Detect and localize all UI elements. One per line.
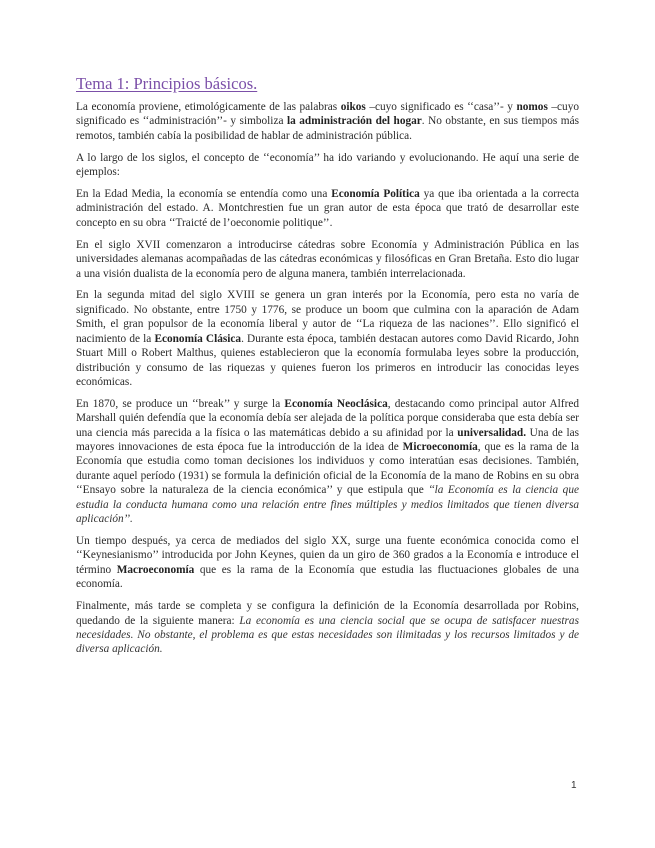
text-run: Finalmente, más tarde se completa y se configura la definición de la Economía desarrollada por Robins, quedando de la siguiente manera: (76, 600, 579, 627)
text-run: La economía proviene, etimológicamente de las palabras (76, 101, 341, 113)
paragraph (76, 238, 579, 281)
paragraph (76, 151, 579, 180)
text-run: –cuyo significado es ‘‘casa’’- y (365, 101, 517, 113)
bold-term: la administración del hogar (286, 115, 422, 128)
text-run: En la Edad Media, la economía se entendía como una (76, 188, 332, 201)
document-page (76, 74, 579, 664)
bold-term: universalidad. (457, 426, 527, 439)
bold-term: Macroeconomía (116, 563, 195, 576)
text-run: que es la rama de la Economía que estudia las fluctuaciones globales de una economía. (76, 563, 580, 591)
page-title: Tema 1: Principios básicos. (76, 74, 258, 93)
text-run: En la segunda mitad del siglo XVIII se genera un gran interés por la Economía, pero esta no varía de significado. No obstante, entre 1750 y 1776, se produce un boom que culmina con la aparación de Adam Smith, el gran populsor de la economía liberal y autor de ‘‘La riqueza de las naciones’’. Ello significó el nacimiento de la (76, 289, 579, 345)
text-run: , destacando como principal autor Alfred Marshall quién defendía que la economía debía ser alejada de la política porque consideraba que esta debía ser una ciencia más parecida a la física o las matemáticas debido a su afinidad por la (76, 397, 579, 439)
bold-term: oikos (340, 101, 366, 113)
text-run: Un tiempo después, ya cerca de mediados del siglo XX, surge una fuente económica conocida como el ‘‘Keynesianismo’’ introducida por John Keynes, quien da un giro de 360 grados a la Economía e introduce el término (76, 534, 579, 576)
page-number: 1 (571, 780, 577, 791)
italic-quote: La economía es una ciencia social que se ocupa de satisfacer nuestras necesidades. No obstante, el problema es que estas necesidades son ilimitadas y los recursos limitados y de diversa aplicación. (76, 614, 579, 656)
text-run: . No obstante, en sus tiempos más remotos, también cabía la posibilidad de hablar de administración pública. (76, 115, 579, 142)
text-run: En el siglo XVII comenzaron a introducirse cátedras sobre Economía y Administración Pública en las universidades alemanas acompañadas de las cátedras económicas y filosóficas en Gran Bretaña. Esto dio lugar a una visión dualista de la economía pero de alguna manera, también interrelacionada. (76, 238, 579, 280)
bold-term: Economía Política (331, 188, 420, 201)
text-run: , que es la rama de la Economía que estudia como toman decisiones los individuos y como interatúan esas decisiones. También, durante aquel período (1931) se formula la definición oficial de la Economía de la mano de Robins en su obra ‘‘Ensayo sobre la naturaleza de la ciencia económica’’ y que estipula que (76, 441, 579, 497)
bold-term: Economía Neoclásica (284, 397, 388, 410)
paragraph (76, 599, 579, 657)
italic-quote: ‘‘la Economía es la ciencia que estudia la conducta humana como una relación entre fines múltiples y medios limitados que tienen diversa aplicación’’. (76, 484, 579, 526)
bold-term: Microeconomía (402, 441, 478, 454)
paragraph (76, 187, 579, 230)
text-run: –cuyo significado es ‘‘administración’’- y simboliza (76, 101, 579, 128)
text-run: Una de las mayores innovaciones de esta época fue la introducción de la idea de (76, 426, 579, 454)
bold-term: Economía Clásica (154, 332, 242, 345)
paragraph (76, 100, 579, 143)
text-run: ya que iba orientada a la correcta administración del estado. A. Montchrestien fue un gran autor de esta época que trató de desarrollar este concepto en su obra ‘‘Traicté de l’oeconomie politique’’. (76, 188, 579, 229)
paragraph (76, 534, 579, 592)
bold-term: nomos (516, 101, 548, 113)
paragraph (76, 397, 579, 527)
text-run: En 1870, se produce un ‘‘break’’ y surge la (76, 397, 285, 410)
paragraph (76, 288, 579, 389)
text-run: A lo largo de los siglos, el concepto de ‘‘economía’’ ha ido variando y evolucionando. He aquí una serie de ejemplos: (76, 151, 579, 179)
document-body (76, 100, 579, 657)
text-run: . Durante esta época, también destacan autores como David Ricardo, John Stuart Mill o Robert Malthus, quienes establecieron que la economía formulaba leyes sobre la producción, distribución y consumo de las riquezas y quienes fueron los primeros en introducir las conocidas leyes económicas. (76, 332, 580, 388)
